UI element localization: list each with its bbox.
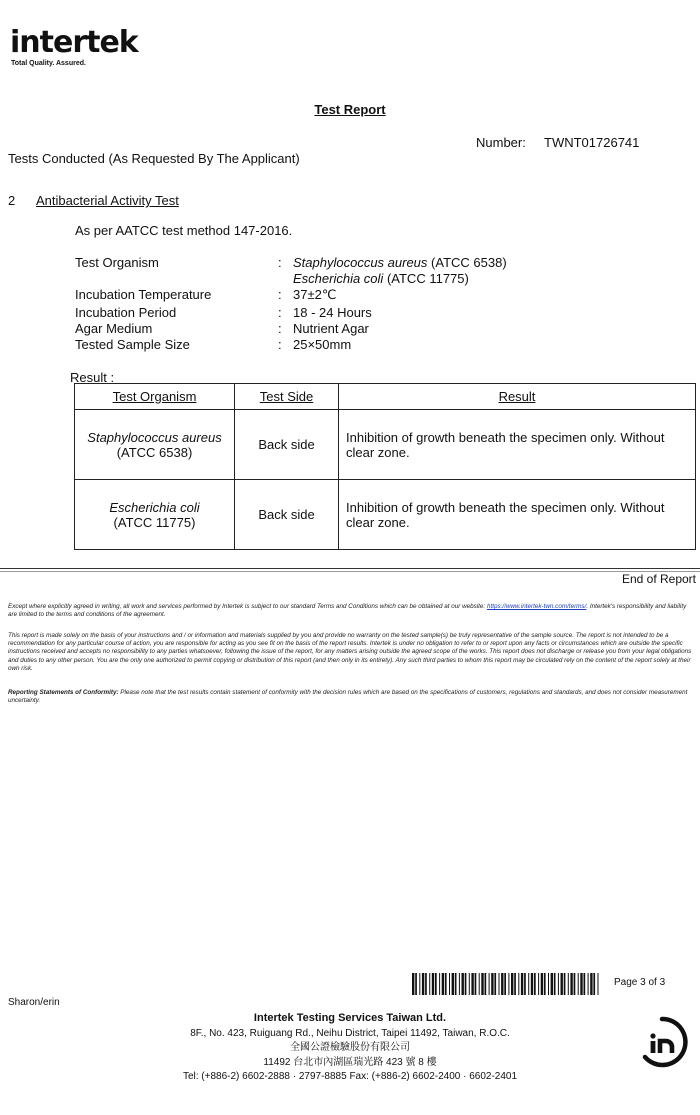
logo-tagline: Total Quality. Assured. [11, 60, 86, 67]
section-title: Antibacterial Activity Test [36, 193, 179, 208]
page-number: Page 3 of 3 [614, 977, 666, 988]
result-label: Result : [70, 370, 115, 385]
side-cell: Back side [235, 480, 339, 550]
organism-cell: Escherichia coli (ATCC 11775) [75, 480, 235, 550]
info-colon: : [278, 321, 282, 336]
info-value: 37±2℃ [293, 287, 337, 302]
terms-link[interactable]: https://www.intertek-twn.com/terms/ [486, 603, 587, 610]
info-colon: : [278, 337, 282, 352]
info-label: Incubation Temperature [75, 287, 212, 302]
side-cell: Back side [235, 410, 339, 480]
organism-cell: Staphylococcus aureus (ATCC 6538) [75, 410, 235, 480]
company-address-chinese: 11492 台北市內湖區瑞光路 423 號 8 樓 [263, 1057, 437, 1068]
info-label: Test Organism [75, 255, 159, 270]
column-header-result: Result [339, 384, 696, 410]
info-colon: : [278, 255, 282, 270]
result-cell: Inhibition of growth beneath the specimen only. Without clear zone. [339, 480, 696, 550]
intertek-badge-icon [636, 1016, 688, 1068]
info-value: 18 - 24 Hours [293, 305, 372, 320]
company-name: Intertek Testing Services Taiwan Ltd. [253, 1012, 447, 1024]
report-number-label: Number: [476, 135, 526, 150]
divider [0, 571, 700, 572]
info-colon: : [278, 287, 282, 302]
page-title: Test Report [314, 102, 386, 117]
report-number-value: TWNT01726741 [544, 135, 640, 150]
info-label: Agar Medium [75, 321, 153, 336]
info-label: Tested Sample Size [75, 337, 190, 352]
info-value: Staphylococcus aureus (ATCC 6538) [293, 255, 507, 270]
table-row [75, 480, 696, 550]
table-header-row [75, 384, 696, 410]
author-initials: Sharon/erin [8, 997, 60, 1008]
column-header-organism: Test Organism [75, 384, 235, 410]
barcode [412, 973, 602, 995]
divider [0, 568, 700, 569]
result-cell: Inhibition of growth beneath the specimen only. Without clear zone. [339, 410, 696, 480]
info-value: Nutrient Agar [293, 321, 369, 336]
report-number [476, 135, 639, 150]
intertek-logo: intertek [10, 25, 138, 60]
company-name-chinese: 全國公證檢驗股份有限公司 [290, 1042, 410, 1053]
info-label: Incubation Period [75, 305, 177, 320]
info-value: Escherichia coli (ATCC 11775) [293, 271, 469, 286]
column-header-side: Test Side [235, 384, 339, 410]
contact-numbers: Tel: (+886-2) 6602-2888 · 2797-8885 Fax: (+886-2) 6602-2400 · 6602-2401 [182, 1071, 518, 1082]
end-of-report: End of Report [621, 572, 696, 586]
terms-paragraph: Except where explicitly agreed in writing, all work and services performed by Intertek is subject to our standard Terms and Conditions which can be obtained at our website: https://www.intertek-twn.com/terms/. Intertek's responsibility and liability are limited to the terms and conditions of the agreement. [8, 603, 687, 619]
section-number: 2 [8, 193, 16, 208]
conformity-paragraph: Reporting Statements of Conformity: Please note that the test results contain statement of conformity with the decision rules which are based on the specifications of customers, regulations and standards, and does not consider measurement uncertainty. [8, 689, 688, 705]
company-address: 8F., No. 423, Ruiguang Rd., Neihu District, Taipei 11492, Taiwan, R.O.C. [190, 1028, 510, 1039]
tests-conducted-heading: Tests Conducted (As Requested By The Applicant) [8, 151, 300, 166]
result-table [74, 383, 696, 550]
info-colon: : [278, 305, 282, 320]
info-value: 25×50mm [293, 337, 352, 352]
table-row [75, 410, 696, 480]
test-method: As per AATCC test method 147-2016. [75, 223, 293, 238]
disclaimer-paragraph: This report is made solely on the basis of your instructions and / or information and materials supplied by you and provide no warranty on the tested sample(s) be truly representative of the sample source. The report is not intended to be a recommendation for any particular course of action, you are responsible for acting as you see fit on the basis of the report results. Intertek is under no obligation to refer to or report upon any facts or circumstances which are outside the specific instructions received and accepts no responsibility to any parties whatsoever, following the issue of the report, for any matters arising outside the agreed scope of the works. This report does not discharge or release you from your legal obligations and duties to any other person. You are the only one authorized to permit copying or distribution of this report (and then only in its entirety). Any such third parties to whom this report may be circulated rely on the content of the report solely at their own risk. [8, 632, 692, 672]
